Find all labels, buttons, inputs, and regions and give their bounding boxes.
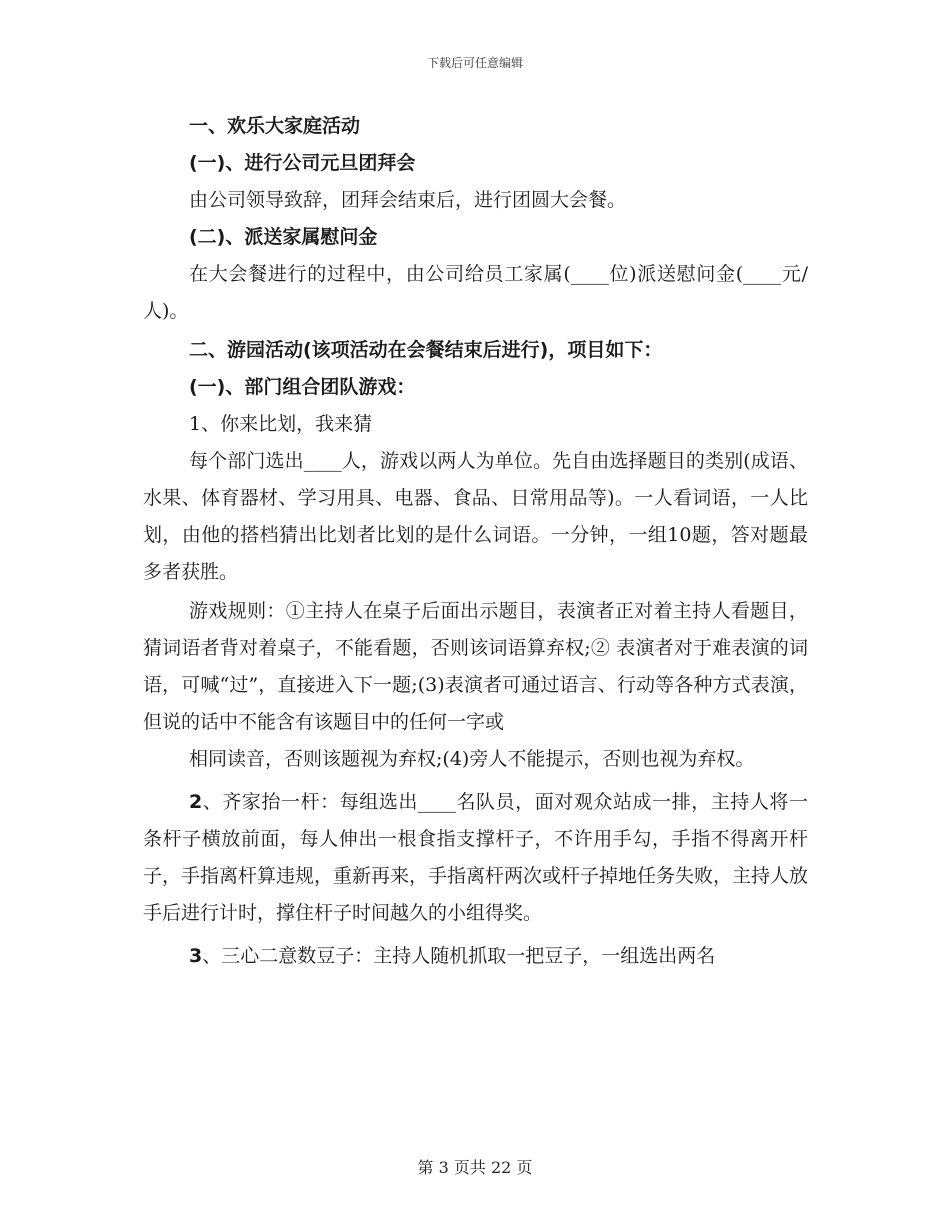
item-3-text: 、三心二意数豆子：主持人随机抓取一把豆子，一组选出两名 bbox=[202, 945, 716, 967]
item-1-paragraph: 每个部门选出____人，游戏以两人为单位。先自由选择题目的类别(成语、水果、体育器材、学习用具、电器、食品、日常用品等)。一人看词语，一人比划，由他的搭档猜出比划者比划的是什么词语。一分钟，一组10题，答对题最多者获胜。 bbox=[143, 450, 808, 583]
subsection-heading-2-1: (一)、部门组合团队游戏： bbox=[189, 376, 416, 398]
document-body bbox=[143, 108, 808, 975]
paragraph-2: 在大会餐进行的过程中，由公司给员工家属(____位)派送慰问金(____元/人)。 bbox=[143, 263, 808, 322]
section-heading-2: 二、游园活动(该项活动在会餐结束后进行)，项目如下： bbox=[189, 339, 663, 361]
item-3-number: 3 bbox=[189, 945, 203, 967]
item-2-paragraph bbox=[143, 784, 808, 932]
item-1-rules-continued: 相同读音，否则该题视为弃权;(4)旁人不能提示，否则也视为弃权。 bbox=[189, 748, 755, 770]
item-2-number: 2 bbox=[189, 791, 203, 813]
paragraph-1: 由公司领导致辞，团拜会结束后，进行团圆大会餐。 bbox=[189, 189, 627, 211]
page-footer: 第 3 页共 22 页 bbox=[417, 1158, 533, 1177]
item-1-rules: 游戏规则：①主持人在桌子后面出示题目，表演者正对着主持人看题目，猜词语者背对着桌子，不能看题，否则该词语算弃权;② 表演者对于难表演的词语，可喊“过”，直接进入下一题;(3)表演者可通过语言、行动等各种方式表演，但说的话中不能含有该题目中的任何一字或 bbox=[143, 600, 808, 733]
subsection-heading-1-1: (一)、进行公司元旦团拜会 bbox=[189, 152, 416, 174]
item-2-text: 、齐家抬一杆：每组选出____名队员，面对观众站成一排，主持人将一条杆子横放前面，每人伸出一根食指支撑杆子，不许用手勾，手指不得离开杆子，手指离杆算违规，重新再来，手指离杆两次或杆子掉地任务失败，主持人放手后进行计时，撑住杆子时间越久的小组得奖。 bbox=[143, 791, 809, 924]
item-1-title: 1、你来比划，我来猜 bbox=[189, 413, 373, 435]
page-header: 下载后可任意编辑 bbox=[426, 56, 523, 70]
item-3-paragraph bbox=[143, 938, 808, 975]
subsection-heading-1-2: (二)、派送家属慰问金 bbox=[189, 226, 378, 248]
section-heading-1: 一、欢乐大家庭活动 bbox=[189, 115, 361, 137]
